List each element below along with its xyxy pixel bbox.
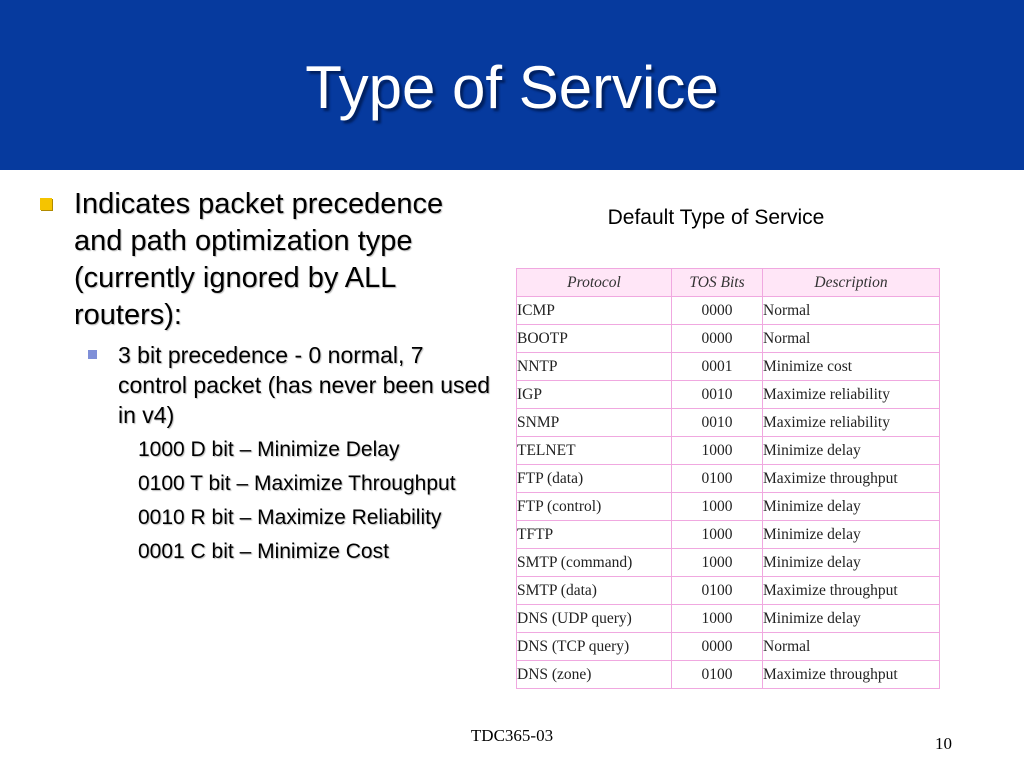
subitem-reliability: 0010 R bit – Maximize Reliability	[138, 506, 442, 529]
square-bullet-icon	[40, 198, 52, 210]
cell-description: Minimize delay	[763, 549, 940, 577]
table-row	[517, 633, 940, 661]
bullet-level2	[88, 340, 496, 430]
cell-description: Minimize delay	[763, 493, 940, 521]
subitem-delay: 1000 D bit – Minimize Delay	[138, 438, 400, 461]
cell-description: Minimize delay	[763, 521, 940, 549]
cell-description: Minimize delay	[763, 437, 940, 465]
cell-description: Maximize reliability	[763, 381, 940, 409]
cell-description: Maximize throughput	[763, 465, 940, 493]
cell-protocol: FTP (control)	[517, 493, 672, 521]
table-row	[517, 297, 940, 325]
cell-tos-bits: 0010	[672, 409, 763, 437]
table-row	[517, 381, 940, 409]
cell-protocol: BOOTP	[517, 325, 672, 353]
tos-table	[516, 268, 940, 689]
slide-title: Type of Service	[305, 54, 719, 121]
subbullet-text: 3 bit precedence - 0 normal, 7 control packet (has never been used in v4)	[118, 342, 491, 428]
cell-description: Maximize throughput	[763, 577, 940, 605]
table-row	[517, 493, 940, 521]
footer-course: TDC365-03	[470, 726, 554, 745]
table-row	[517, 353, 940, 381]
square-bullet-icon	[88, 350, 97, 359]
cell-tos-bits: 0001	[672, 353, 763, 381]
cell-protocol: IGP	[517, 381, 672, 409]
subitem-throughput: 0100 T bit – Maximize Throughput	[138, 472, 456, 495]
cell-description: Normal	[763, 633, 940, 661]
cell-tos-bits: 0000	[672, 325, 763, 353]
table-row	[517, 521, 940, 549]
cell-description: Maximize throughput	[763, 661, 940, 689]
bullet-text: Indicates packet precedence and path optimization type (currently ignored by ALL routers):	[74, 188, 444, 331]
header-tos-bits: TOS Bits	[672, 269, 763, 297]
cell-tos-bits: 1000	[672, 549, 763, 577]
table-row	[517, 465, 940, 493]
table-row	[517, 661, 940, 689]
cell-protocol: NNTP	[517, 353, 672, 381]
header-description: Description	[763, 269, 940, 297]
table-header-row	[517, 269, 940, 297]
table-row	[517, 549, 940, 577]
table-row	[517, 605, 940, 633]
cell-tos-bits: 0010	[672, 381, 763, 409]
table-row	[517, 409, 940, 437]
cell-tos-bits: 0000	[672, 297, 763, 325]
cell-protocol: DNS (zone)	[517, 661, 672, 689]
table-row	[517, 325, 940, 353]
page-number: 10	[935, 734, 952, 753]
cell-description: Normal	[763, 325, 940, 353]
cell-tos-bits: 1000	[672, 605, 763, 633]
bullet-list	[36, 186, 496, 566]
header-protocol: Protocol	[517, 269, 672, 297]
table-row	[517, 437, 940, 465]
cell-protocol: FTP (data)	[517, 465, 672, 493]
table-caption: Default Type of Service	[607, 206, 825, 229]
cell-protocol: TFTP	[517, 521, 672, 549]
cell-tos-bits: 0100	[672, 465, 763, 493]
cell-tos-bits: 1000	[672, 493, 763, 521]
cell-protocol: DNS (TCP query)	[517, 633, 672, 661]
cell-tos-bits: 1000	[672, 521, 763, 549]
cell-description: Normal	[763, 297, 940, 325]
cell-tos-bits: 0100	[672, 577, 763, 605]
cell-protocol: SNMP	[517, 409, 672, 437]
cell-protocol: SMTP (command)	[517, 549, 672, 577]
bullet-level1	[36, 186, 496, 334]
cell-tos-bits: 0100	[672, 661, 763, 689]
cell-description: Maximize reliability	[763, 409, 940, 437]
cell-protocol: ICMP	[517, 297, 672, 325]
subitem-cost: 0001 C bit – Minimize Cost	[138, 540, 389, 563]
cell-description: Minimize delay	[763, 605, 940, 633]
cell-protocol: SMTP (data)	[517, 577, 672, 605]
table-row	[517, 577, 940, 605]
cell-tos-bits: 0000	[672, 633, 763, 661]
cell-protocol: TELNET	[517, 437, 672, 465]
cell-description: Minimize cost	[763, 353, 940, 381]
cell-protocol: DNS (UDP query)	[517, 605, 672, 633]
table-body	[517, 297, 940, 689]
cell-tos-bits: 1000	[672, 437, 763, 465]
